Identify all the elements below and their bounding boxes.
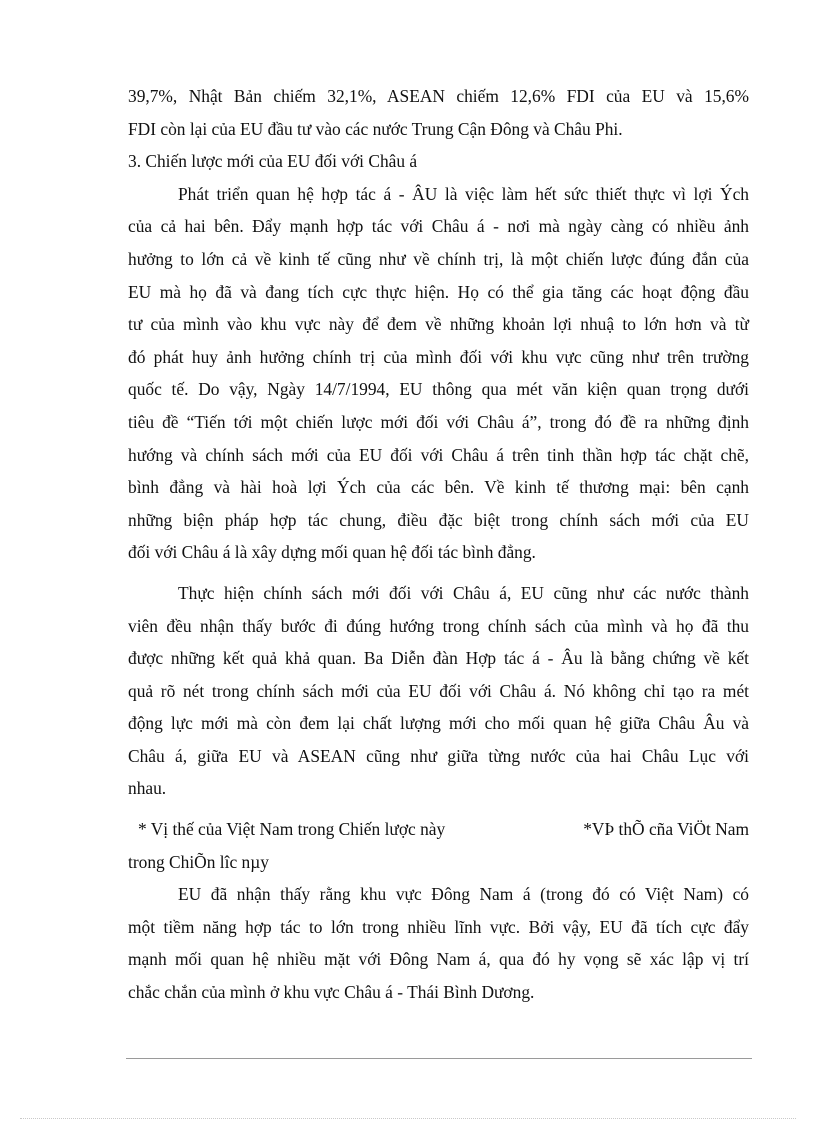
text-line: những biện pháp hợp tác chung, điều đặc biệt trong chính sách mới của EU <box>128 509 749 530</box>
text-line: Phát triển quan hệ hợp tác á - ÂU là việc làm hết sức thiết thực vì lợi Ých <box>178 183 749 204</box>
paragraph-gap <box>128 569 749 577</box>
paragraph-fdi-share <box>128 80 749 145</box>
text-line: đối với Châu á là xây dựng mối quan hệ đối tác bình đẳng. <box>128 542 536 563</box>
text-line: tiêu đề “Tiến tới một chiến lược mới đối với Châu á”, trong đó đề ra những định <box>128 411 749 432</box>
text-line: một tiềm năng hợp tác to lớn trong nhiều lĩnh vực. Bởi vậy, EU đã tích cực đẩy <box>128 916 749 937</box>
text-line: bình đẳng và hài hoà lợi Ých của các bên. Về kinh tế thương mại: bên cạnh <box>128 477 749 498</box>
subheading-text: * Vị thế của Việt Nam trong Chiến lược này <box>138 819 446 840</box>
text-line: quốc tế. Do vậy, Ngày 14/7/1994, EU thông qua mét văn kiện quan trọng dưới <box>128 379 749 400</box>
paragraph-policy-results <box>128 577 749 805</box>
text-line: của cả hai bên. Đẩy mạnh hợp tác với Châu á - nơi mà ngày càng có nhiều ảnh <box>128 216 749 237</box>
paragraph-gap <box>128 805 749 813</box>
paragraph-southeast-asia <box>128 878 749 1008</box>
paragraph-asia-eu-cooperation <box>128 178 749 569</box>
text-line: động lực mới mà còn đem lại chất lượng mới cho mối quan hệ giữa Châu Âu và <box>128 713 749 734</box>
text-line: được những kết quả khả quan. Ba Diễn đàn Hợp tác á - Âu là bằng chứng về kết <box>128 648 749 669</box>
vietnam-position-subheading <box>128 813 749 846</box>
text-line: mạnh mối quan hệ nhiều mặt với Đông Nam á, qua đó hy vọng sẽ xác lập vị trí <box>128 949 749 970</box>
text-line: chắc chắn của mình ở khu vực Châu á - Thái Bình Dương. <box>128 982 535 1003</box>
text-line: EU đã nhận thấy rằng khu vực Đông Nam á (trong đó có Việt Nam) có <box>178 884 749 905</box>
text-line: 39,7%, Nhật Bản chiếm 32,1%, ASEAN chiếm 12,6% FDI của EU và 15,6% <box>128 86 749 106</box>
section-heading: 3. Chiến lược mới của EU đối với Châu á <box>128 151 418 172</box>
text-line: Thực hiện chính sách mới đối với Châu á, EU cũng như các nước thành <box>178 582 749 603</box>
page-edge-line <box>20 1118 796 1119</box>
text-line: viên đều nhận thấy bước đi đúng hướng trong chính sách của mình và họ đã thu <box>128 615 749 636</box>
text-line: đó phát huy ảnh hưởng chính trị của mình đối với khu vực cũng như trên trường <box>128 346 749 367</box>
subheading-continuation: trong ChiÕn lîc nµy <box>128 851 269 872</box>
text-line: Châu á, giữa EU và ASEAN cũng như giữa từng nước của hai Châu Lục với <box>128 745 749 766</box>
footer-divider <box>126 1058 752 1059</box>
text-line: hướng và chính sách mới của EU đối với Châu á trên tinh thần hợp tác chặt chẽ, <box>128 444 749 465</box>
text-line: quả rõ nét trong chính sách mới của EU đối với Châu á. Nó không chỉ tạo ra mét <box>128 680 749 701</box>
text-line: hưởng to lớn cả về kinh tế cũng như về chính trị, là một chiến lược đúng đắn của <box>128 248 749 269</box>
text-line: nhau. <box>128 778 167 799</box>
text-line: tư của mình vào khu vực này để đem về những khoản lợi nhuậ to lớn hơn và từ <box>128 314 749 335</box>
document-page <box>128 80 749 1009</box>
text-line: FDI còn lại của EU đầu tư vào các nước Trung Cận Đông và Châu Phi. <box>128 118 623 139</box>
text-line: EU mà họ đã và đang tích cực thực hiện. Họ có thể gia tăng các hoạt động đầu <box>128 281 749 302</box>
subheading-garbled-text: *VÞ thÕ cña ViÖt Nam <box>583 819 749 840</box>
